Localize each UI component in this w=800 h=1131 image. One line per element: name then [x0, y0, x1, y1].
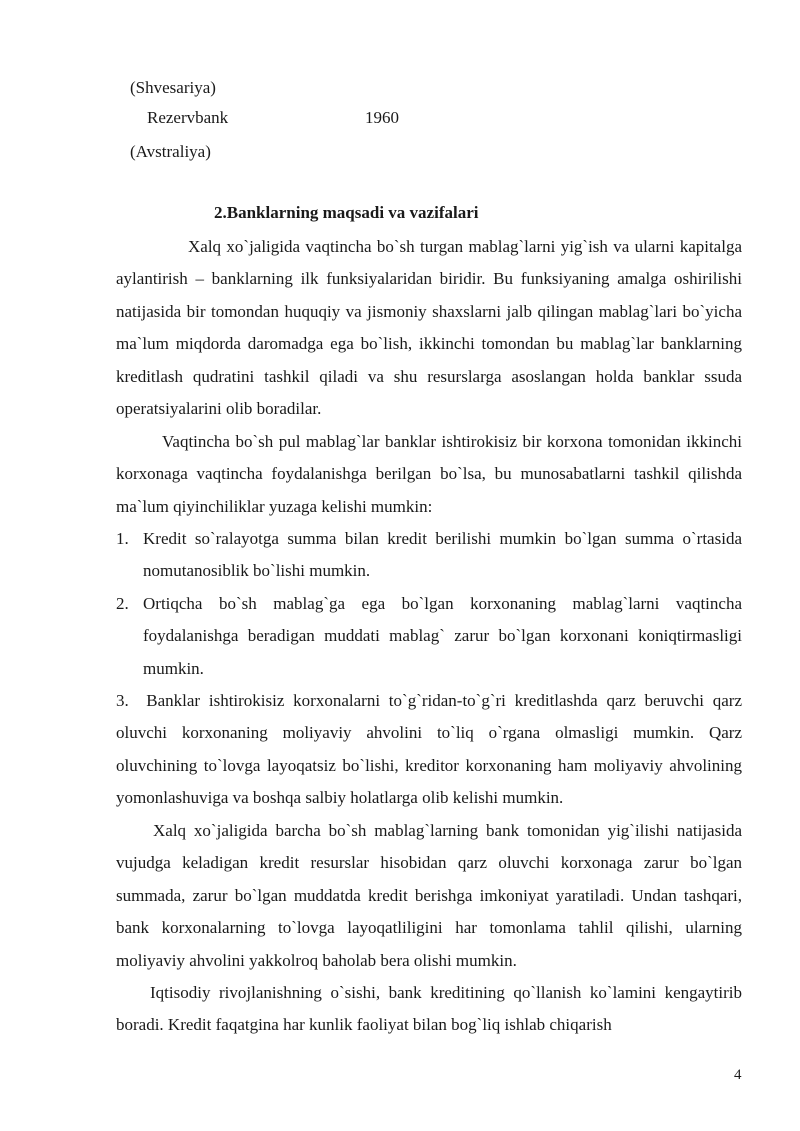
table-cell-country-1: (Shvesariya) — [130, 78, 216, 97]
paragraph-4: Iqtisodiy rivojlanishning o`sishi, bank kreditining qo`llanish ko`lamini kengaytirib boradi. Kredit faqatgina har kunlik faoliyat bilan bog`liq ishlab chiqarish — [116, 983, 742, 1035]
list-text: Kredit so`ralayotga summa bilan kredit berilishi mumkin bo`lgan summa o`rtasida nomutanosiblik bo`lishi mumkin. — [143, 529, 742, 581]
list-text: Ortiqcha bo`sh mablag`ga ega bo`lgan korxonaning mablag`larni vaqtincha foydalanishga beradigan muddati mablag` zarur bo`lgan korxonani koniqtirmasligi mumkin. — [143, 594, 742, 678]
table-cell-bank-name: Rezervbank — [147, 108, 229, 127]
section-heading: 2.Banklarning maqsadi va vazifalari — [214, 203, 479, 222]
list-number: 3. — [116, 691, 129, 710]
list-number: 1. — [116, 529, 129, 548]
page-number: 4 — [734, 1067, 742, 1083]
paragraph-1: Xalq xo`jaligida vaqtincha bo`sh turgan mablag`larni yig`ish va ularni kapitalga aylantirish – banklarning ilk funksiyalaridan biridir. Bu funksiyaning amalga oshirilishi natijasida bir tomondan huquqiy va jismoniy shaxslarni jalb qilingan mablag`lari bo`yicha ma`lum miqdorda daromadga ega bo`lish, ikkinchi tomondan bu mablag`lar banklarning kreditlash qudratini tashkil qiladi va shu resurslarga asoslangan holda banklar ssuda operatsiyalarini olib boradilar. — [116, 237, 742, 419]
list-number: 2. — [116, 594, 129, 613]
list-text: Banklar ishtirokisiz korxonalarni to`g`ridan-to`g`ri kreditlashda qarz beruvchi qarz oluvchi korxonaning moliyaviy ahvolini to`liq o`rgana olmasligi mumkin. Qarz oluvchining to`lovga layoqatsiz bo`lishi, kreditor korxonaning ham moliyaviy ahvolining yomonlashuviga va boshqa salbiy holatlarga olib kelishi mumkin. — [116, 691, 742, 808]
table-cell-year: 1960 — [365, 108, 399, 127]
table-cell-country-2: (Avstraliya) — [130, 142, 211, 161]
paragraph-2: Vaqtincha bo`sh pul mablag`lar banklar ishtirokisiz bir korxona tomonidan ikkinchi korxonaga vaqtincha foydalanishga berilgan bo`lsa, bu munosabatlarni tashkil qilishda ma`lum qiyinchiliklar yuzaga kelishi mumkin: — [116, 432, 742, 516]
paragraph-3: Xalq xo`jaligida barcha bo`sh mablag`larning bank tomonidan yig`ilishi natijasida vujudga keladigan kredit resurslar hisobidan qarz oluvchi korxonaga zarur bo`lgan summada, zarur bo`lgan muddatda kredit berishga imkoniyat yaratiladi. Undan tashqari, bank korxonalarning to`lovga layoqatliligini har tomonlama tahlil qilishi, ularning moliyaviy ahvolini yakkolroq baholab bera olishi mumkin. — [116, 821, 742, 970]
list-item-3-text-block — [116, 685, 742, 815]
